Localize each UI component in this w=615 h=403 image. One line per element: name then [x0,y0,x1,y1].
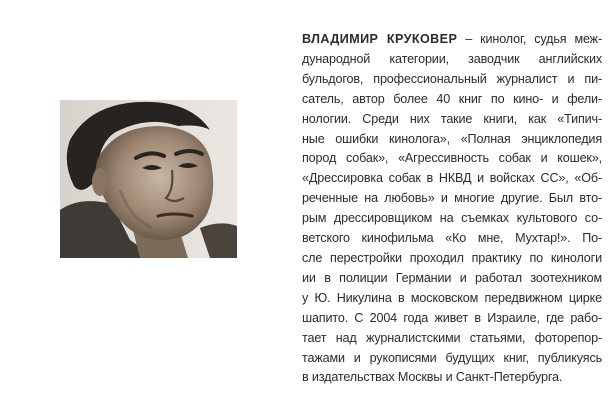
bio-line: сле перестройки проходил практику по кинологи [302,250,602,265]
bio-line: пород собак», «Агрессивность собак и кошек», [302,151,602,166]
author-bio [302,30,602,388]
bio-line: «Дрессировка собак в НКВД и войсках СС», «Об- [302,171,602,186]
bio-line: нологии. Среди них такие книги, как «Типич- [302,111,602,126]
portrait-photo-icon [60,100,237,258]
bio-line: тает над журналистскими статьями, фоторепор- [302,330,602,345]
author-photo [60,100,237,258]
bio-line-text: – кинолог, судья меж- [457,32,602,46]
bio-line: ные ошибки кинолога», «Полная энциклопедия [302,131,602,146]
bio-line: сатель, автор более 40 книг по кино- и фели- [302,91,602,106]
bio-line: реченные на любовь» и многие другие. Был вто- [302,191,602,206]
bio-line: рым дрессировщиком на съемках культового со- [302,211,602,226]
bio-line: у Ю. Никулина в московском передвижном цирке [302,290,602,305]
author-name: ВЛАДИМИР КРУКОВЕР [302,32,458,46]
bio-line: шапито. С 2004 года живет в Израиле, где рабо- [302,310,602,325]
bio-line: ветского кинофильма «Ко мне, Мухтар!». По- [302,231,602,246]
bio-line-last: в издательствах Москвы и Санкт-Петербурга. [302,370,563,385]
bio-line [302,30,602,50]
bio-line: бульдогов, профессиональный журналист и пи- [302,71,602,86]
bio-line: ии в полиции Германии и работал зоотехником [302,270,602,285]
bio-line: тажами и рукописями будущих книг, публикуясь [302,350,602,365]
bio-line: дународной категории, заводчик английских [302,51,602,66]
